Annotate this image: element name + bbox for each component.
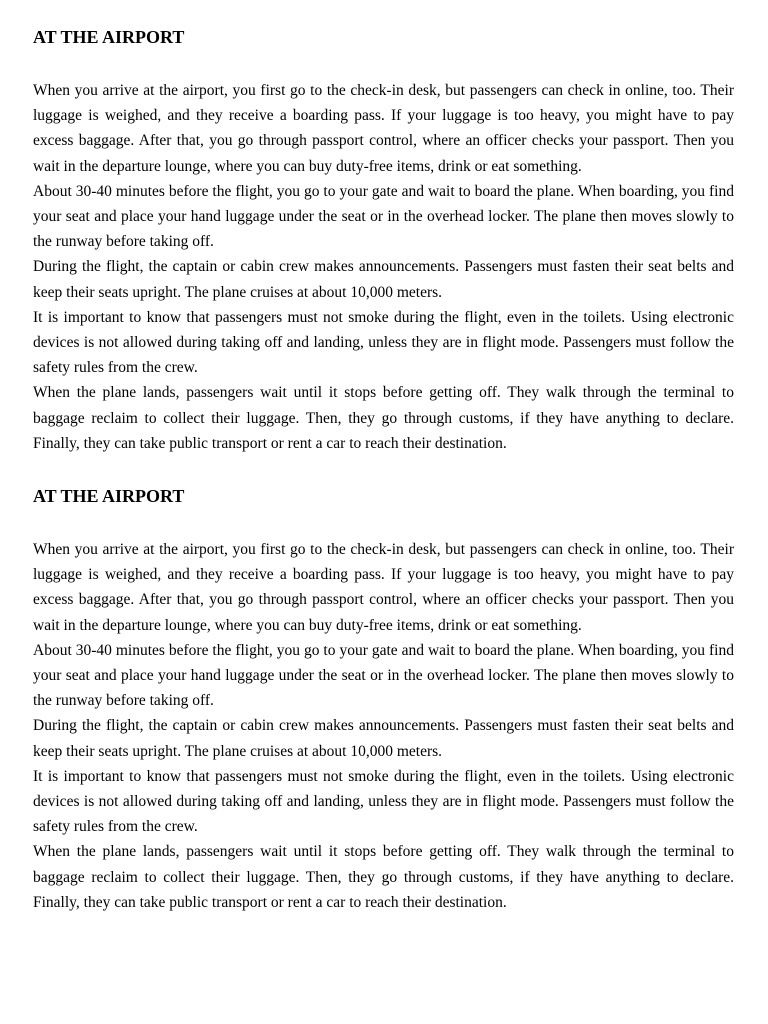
section-body — [33, 537, 734, 915]
section-title: AT THE AIRPORT — [33, 486, 185, 506]
paragraph-landing: When the plane lands, passengers wait until it stops before getting off. They walk through the terminal to baggage reclaim to collect their luggage. Then, they go through customs, if they have anything to declare. Finally, they can take public transport or rent a car to reach their destination. — [33, 843, 734, 911]
paragraph-boarding: About 30-40 minutes before the flight, you go to your gate and wait to board the plane. When boarding, you find your seat and place your hand luggage under the seat or in the overhead locker. The plane then moves slowly to the runway before taking off. — [33, 641, 734, 710]
paragraph-landing: When the plane lands, passengers wait until it stops before getting off. They walk through the terminal to baggage reclaim to collect their luggage. Then, they go through customs, if they have anything to declare. Finally, they can take public transport or rent a car to reach their destination. — [33, 384, 734, 452]
paragraph-boarding: About 30-40 minutes before the flight, you go to your gate and wait to board the plane. When boarding, you find your seat and place your hand luggage under the seat or in the overhead locker. The plane then moves slowly to the runway before taking off. — [33, 182, 734, 251]
paragraph-safety-rules: It is important to know that passengers must not smoke during the flight, even in the toilets. Using electronic devices is not allowed during taking off and landing, unless they are in flight mode. Passengers must follow the safety rules from the crew. — [33, 308, 734, 377]
paragraph-safety-rules: It is important to know that passengers must not smoke during the flight, even in the toilets. Using electronic devices is not allowed during taking off and landing, unless they are in flight mode. Passengers must follow the safety rules from the crew. — [33, 767, 734, 836]
paragraph-during-flight: During the flight, the captain or cabin crew makes announcements. Passengers must fasten their seat belts and keep their seats upright. The plane cruises at about 10,000 meters. — [33, 258, 734, 301]
section-title: AT THE AIRPORT — [33, 27, 185, 47]
paragraph-check-in: When you arrive at the airport, you first go to the check-in desk, but passengers can check in online, too. Their luggage is weighed, and they receive a boarding pass. If your luggage is too heavy, you might have to pay excess baggage. After that, you go through passport control, where an officer checks your passport. Then you wait in the departure lounge, where you can buy duty-free items, drink or eat something. — [33, 82, 734, 175]
paragraph-check-in: When you arrive at the airport, you first go to the check-in desk, but passengers can check in online, too. Their luggage is weighed, and they receive a boarding pass. If your luggage is too heavy, you might have to pay excess baggage. After that, you go through passport control, where an officer checks your passport. Then you wait in the departure lounge, where you can buy duty-free items, drink or eat something. — [33, 541, 734, 634]
paragraph-during-flight: During the flight, the captain or cabin crew makes announcements. Passengers must fasten their seat belts and keep their seats upright. The plane cruises at about 10,000 meters. — [33, 717, 734, 760]
section-at-the-airport-1 — [33, 26, 734, 452]
section-at-the-airport-2 — [33, 485, 734, 911]
section-body — [33, 78, 734, 456]
